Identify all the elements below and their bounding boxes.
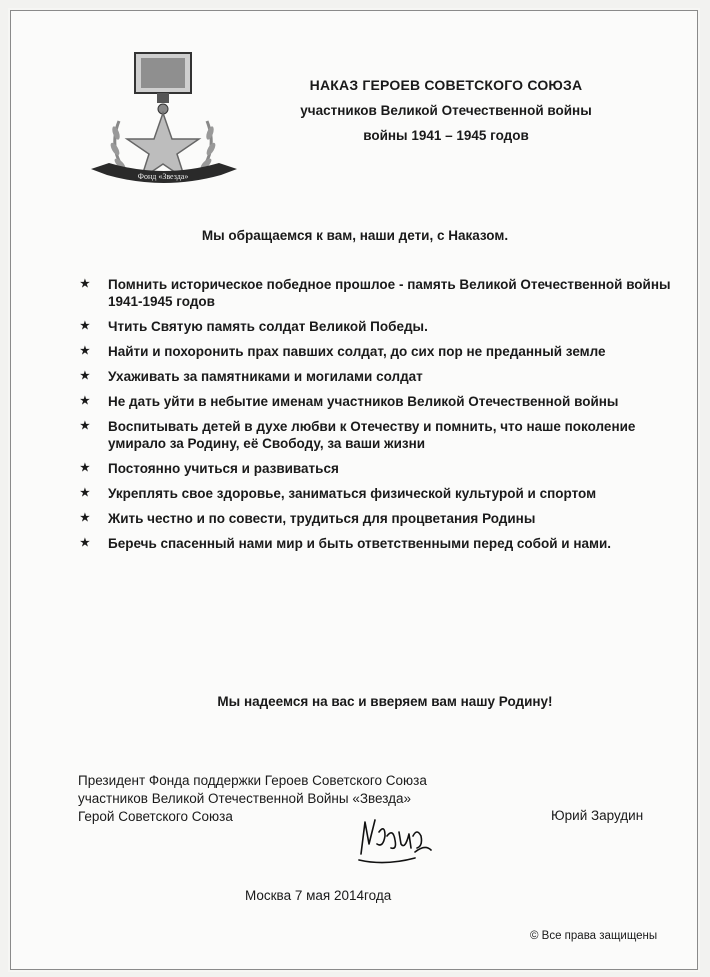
order-text: Беречь спасенный нами мир и быть ответственными перед собой и нами. xyxy=(108,536,612,551)
closing-text: Мы надеемся на вас и вверяем вам нашу Родину! xyxy=(217,694,553,709)
list-item xyxy=(80,276,695,310)
list-item xyxy=(80,418,695,452)
order-text: Найти и похоронить прах павших солдат, до сих пор не преданный земле xyxy=(108,344,606,359)
signatory-name: Юрий Зарудин xyxy=(551,808,644,823)
order-text: Постоянно учиться и развиваться xyxy=(108,461,339,476)
star-bullet-icon: ★ xyxy=(80,487,90,499)
star-bullet-icon: ★ xyxy=(80,370,90,382)
copyright-text: © Все права защищены xyxy=(530,930,658,942)
emblem-ribbon-text: Фонд «Звезда» xyxy=(137,172,189,181)
list-item xyxy=(80,368,695,385)
document-heading xyxy=(261,77,631,143)
order-text: Воспитывать детей в духе любви к Отечеству и помнить, что наше поколение умирало за Родину, её Свободу, за ваши жизни xyxy=(108,419,636,451)
list-item xyxy=(80,485,695,502)
heading-subtitle: участников Великой Отечественной войны xyxy=(300,103,592,118)
order-text: Ухаживать за памятниками и могилами солдат xyxy=(108,369,423,384)
star-bullet-icon: ★ xyxy=(80,420,90,432)
signatory-organization: участников Великой Отечественной Войны «Звезда» xyxy=(78,791,411,806)
orders-list xyxy=(80,276,695,560)
order-text: Чтить Святую память солдат Великой Победы. xyxy=(108,319,428,334)
place-date: Москва 7 мая 2014года xyxy=(245,888,392,903)
star-bullet-icon: ★ xyxy=(80,395,90,407)
list-item xyxy=(80,460,695,477)
signatory-title: Герой Советского Союза xyxy=(78,809,233,824)
list-item xyxy=(80,535,695,552)
order-text: Не дать уйти в небытие именам участников Великой Отечественной войны xyxy=(108,394,619,409)
order-text: Укреплять свое здоровье, заниматься физической культурой и спортом xyxy=(108,486,597,501)
list-item xyxy=(80,343,695,360)
order-text: Жить честно и по совести, трудиться для процветания Родины xyxy=(108,511,536,526)
hero-star-medal-icon xyxy=(89,51,239,191)
handwritten-signature xyxy=(355,814,435,869)
star-bullet-icon: ★ xyxy=(80,462,90,474)
star-bullet-icon: ★ xyxy=(80,345,90,357)
list-item xyxy=(80,393,695,410)
heading-years: войны 1941 – 1945 годов xyxy=(363,128,529,143)
intro-text: Мы обращаемся к вам, наши дети, с Наказом. xyxy=(201,228,509,243)
page-title: НАКАЗ ГЕРОЕВ СОВЕТСКОГО СОЮЗА xyxy=(309,77,583,93)
order-text: Помнить историческое победное прошлое - память Великой Отечественной войны 1941-1945 годов xyxy=(108,277,671,309)
list-item xyxy=(80,510,695,527)
signatory-position: Президент Фонда поддержки Героев Советского Союза xyxy=(78,773,427,788)
star-bullet-icon: ★ xyxy=(80,537,90,549)
star-bullet-icon: ★ xyxy=(80,512,90,524)
list-item xyxy=(80,318,695,335)
star-bullet-icon: ★ xyxy=(80,320,90,332)
star-bullet-icon: ★ xyxy=(80,278,90,290)
